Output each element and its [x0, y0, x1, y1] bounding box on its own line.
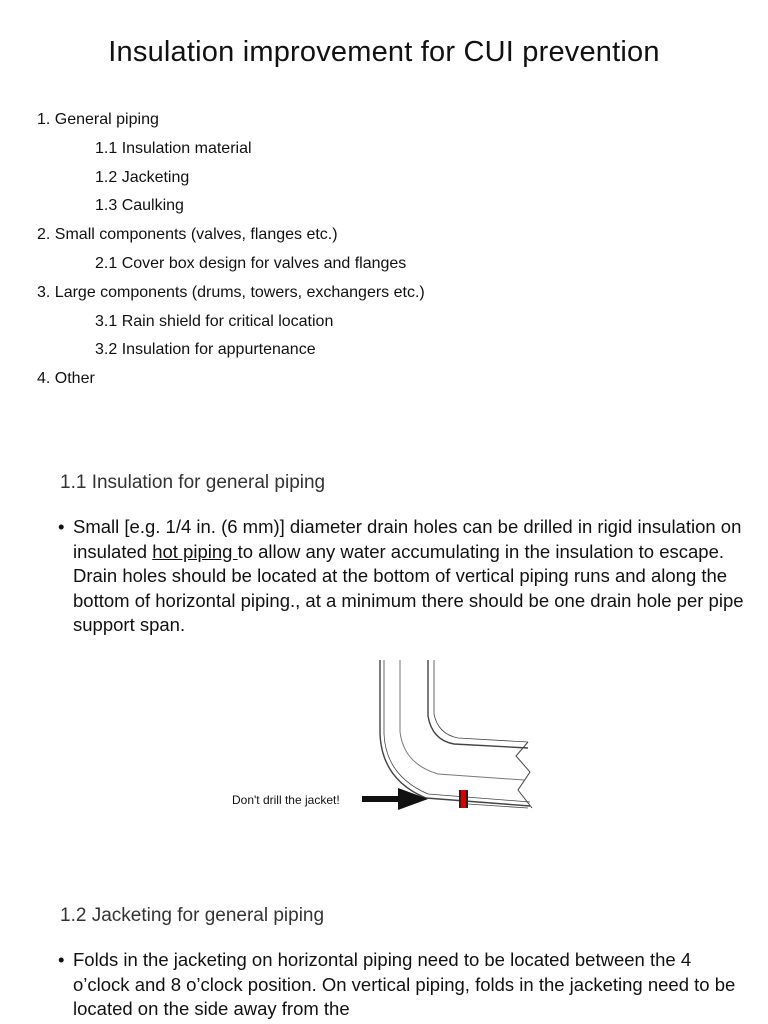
hot-piping-link[interactable]: hot piping	[152, 540, 238, 562]
bullet-text: Folds in the jacketing on horizontal piping need to be located between the 4 o’clock and 8 o’clock position. On vertical piping, folds in the jacketing need to be located on the side away from the	[73, 949, 736, 1020]
bullet-text: Small [e.g. 1/4 in. (6 mm)] diameter drain holes can be drilled in rigid insulation on insulated hot piping to allow any water accumulating in the insulation to escape. Drain holes should be located at the bottom of vertical piping runs and along the bottom of horizontal piping., at a minimum there should be one drain hole per pipe support span.	[73, 516, 744, 636]
toc-item: 1.3 Caulking	[95, 197, 184, 215]
page-title: Insulation improvement for CUI prevention	[108, 36, 660, 68]
toc-item: 1.1 Insulation material	[95, 139, 252, 157]
jacket-end	[516, 742, 532, 808]
outer-jacket-line-2	[384, 660, 530, 802]
toc-item: 3. Large components (drums, towers, exchangers etc.)	[37, 283, 425, 301]
bullet-dot: •	[58, 516, 65, 537]
outer-jacket-line	[380, 660, 530, 806]
section-heading-insulation: 1.1 Insulation for general piping	[60, 472, 326, 493]
arrow-shaft	[362, 796, 400, 802]
toc-item: 2. Small components (valves, flanges etc.)	[37, 226, 338, 244]
pipe-outer-wall	[400, 660, 524, 780]
toc-item: 1.2 Jacketing	[95, 168, 190, 186]
bullet-dot: •	[58, 949, 65, 970]
toc-item: 3.2 Insulation for appurtenance	[95, 341, 316, 359]
pipe-inner-wall	[428, 660, 528, 748]
section-heading-jacketing: 1.2 Jacketing for general piping	[60, 905, 325, 926]
toc-item: 1. General piping	[37, 111, 159, 128]
toc-item: 2.1 Cover box design for valves and flanges	[95, 254, 407, 272]
bullet-drain-holes	[58, 515, 748, 638]
drain-hole-marker	[461, 790, 466, 808]
pipe-inner-wall-2	[434, 660, 528, 742]
toc-item: 3.1 Rain shield for critical location	[95, 312, 334, 330]
table-of-contents	[0, 106, 768, 394]
bullet-jacketing-folds	[58, 948, 748, 1022]
toc-item: 4. Other	[37, 370, 95, 388]
figure-label: Don't drill the jacket!	[232, 793, 340, 807]
